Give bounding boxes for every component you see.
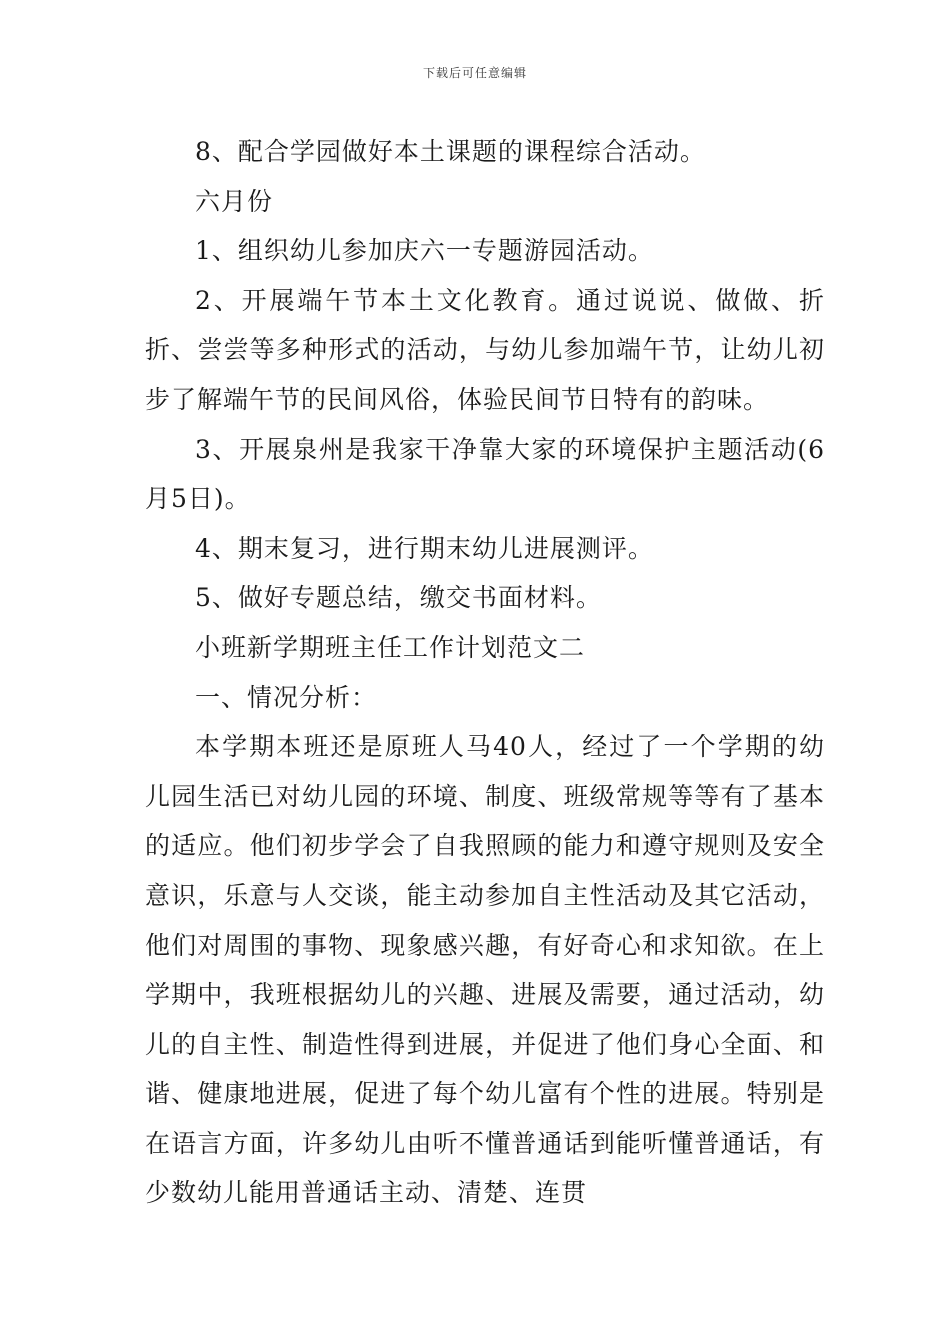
subsection-heading: 一、情况分析： bbox=[195, 682, 378, 712]
paragraph-item-5: 5、做好专题总结，缴交书面材料。 bbox=[195, 583, 602, 613]
page-header: 下载后可任意编辑 bbox=[422, 66, 527, 80]
paragraph-item-1: 1、组织幼儿参加庆六一专题游园活动。 bbox=[195, 236, 654, 266]
body-paragraph: 本学期本班还是原班人马40人，经过了一个学期的幼儿园生活已对幼儿园的环境、制度、班级常规等等有了基本的适应。他们初步学会了自我照顾的能力和遵守规则及安全意识，乐意与人交谈，能主动参加自主性活动及其它活动，他们对周围的事物、现象感兴趣，有好奇心和求知欲。在上学期中，我班根据幼儿的兴趣、进展及需要，通过活动，幼儿的自主性、制造性得到进展，并促进了他们身心全面、和谐、健康地进展，促进了每个幼儿富有个性的进展。特别是在语言方面，许多幼儿由听不懂普通话到能听懂普通话，有少数幼儿能用普通话主动、清楚、连贯 bbox=[145, 732, 825, 1208]
section-title: 小班新学期班主任工作计划范文二 bbox=[195, 632, 586, 662]
paragraph-item-3: 3、开展泉州是我家干净靠大家的环境保护主题活动(6月5日)。 bbox=[145, 434, 825, 514]
section-heading-june: 六月份 bbox=[195, 186, 274, 216]
paragraph-item-8: 8、配合学园做好本土课题的课程综合活动。 bbox=[195, 137, 706, 166]
paragraph-item-2: 2、开展端午节本土文化教育。通过说说、做做、折折、尝尝等多种形式的活动，与幼儿参加端午节，让幼儿初步了解端午节的民间风俗，体验民间节日特有的韵味。 bbox=[145, 285, 825, 414]
document-body bbox=[145, 127, 825, 1218]
paragraph-item-4: 4、期末复习，进行期末幼儿进展测评。 bbox=[195, 533, 654, 563]
